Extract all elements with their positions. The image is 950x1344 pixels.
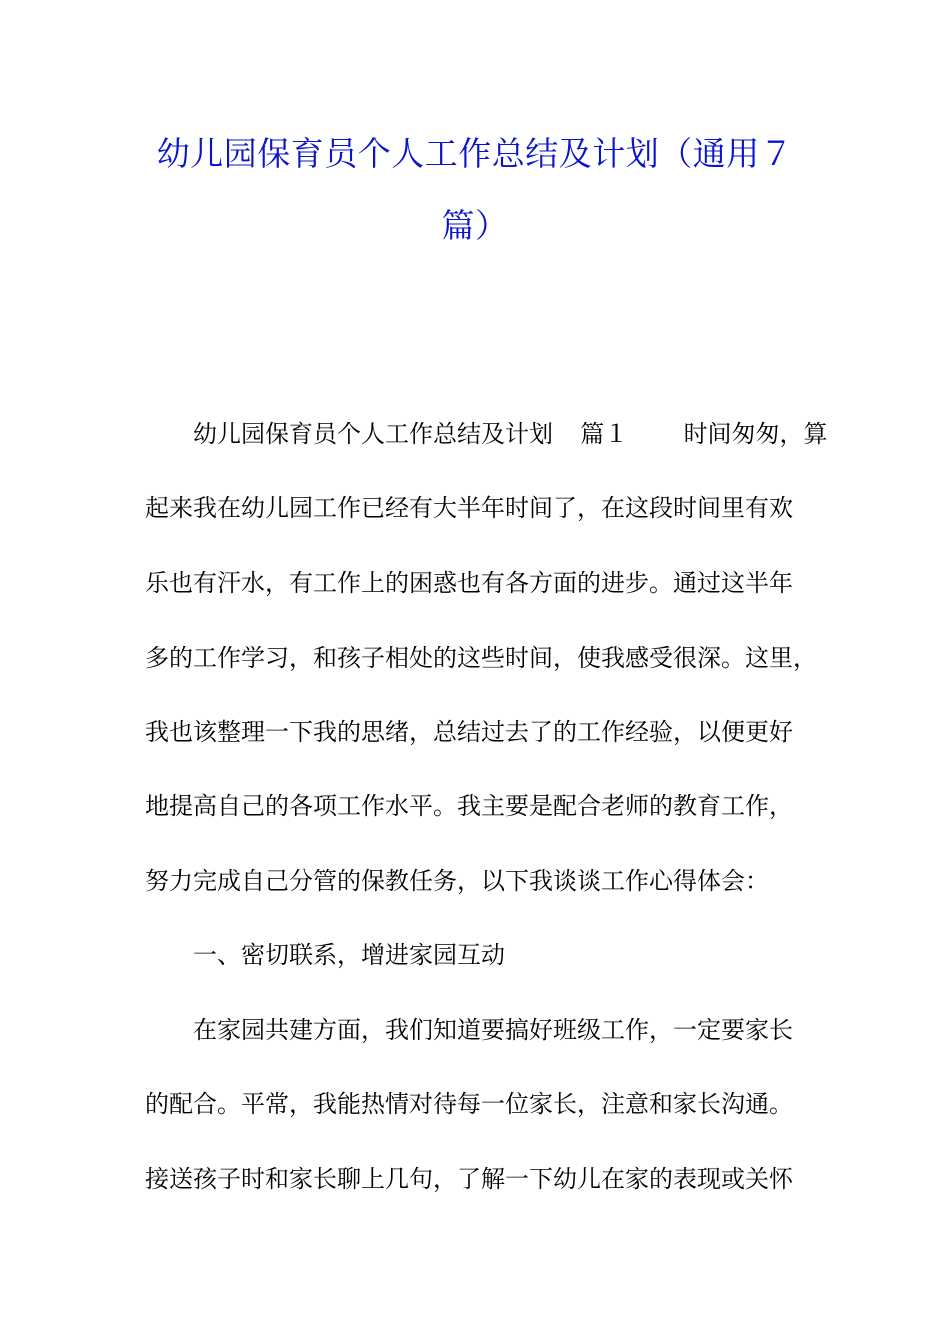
paragraph-line: 乐也有汗水，有工作上的困惑也有各方面的进步。通过这半年 — [145, 569, 793, 597]
paragraph-line: 多的工作学习，和孩子相处的这些时间，使我感受很深。这里， — [145, 644, 817, 672]
paragraph-line: 接送孩子时和家长聊上几句，了解一下幼儿在家的表现或关怀 — [145, 1165, 793, 1193]
paragraph-line: 努力完成自己分管的保教任务，以下我谈谈工作心得体会： — [145, 867, 769, 895]
paragraph-line: 的配合。平常，我能热情对待每一位家长，注意和家长沟通。 — [145, 1090, 793, 1118]
section-heading-line — [193, 418, 873, 450]
title-line-1: 幼儿园保育员个人工作总结及计划（通用７ — [156, 134, 794, 173]
paragraph-line: 地提高自己的各项工作水平。我主要是配合老师的教育工作， — [145, 792, 793, 820]
title-line-2: 篇） — [441, 206, 509, 245]
section-part-label: 篇１ — [580, 420, 629, 448]
section-heading-label: 幼儿园保育员个人工作总结及计划 — [193, 420, 553, 448]
paragraph-line: 我也该整理一下我的思绪，总结过去了的工作经验，以便更好 — [145, 718, 793, 746]
document-title — [120, 118, 830, 262]
subsection-heading: 一、密切联系，增进家园互动 — [193, 941, 505, 969]
paragraph-line: 起来我在幼儿园工作已经有大半年时间了，在这段时间里有欢 — [145, 494, 793, 522]
paragraph-line: 时间匆匆，算 — [683, 420, 828, 448]
paragraph-line: 在家园共建方面，我们知道要搞好班级工作，一定要家长 — [193, 1016, 793, 1044]
